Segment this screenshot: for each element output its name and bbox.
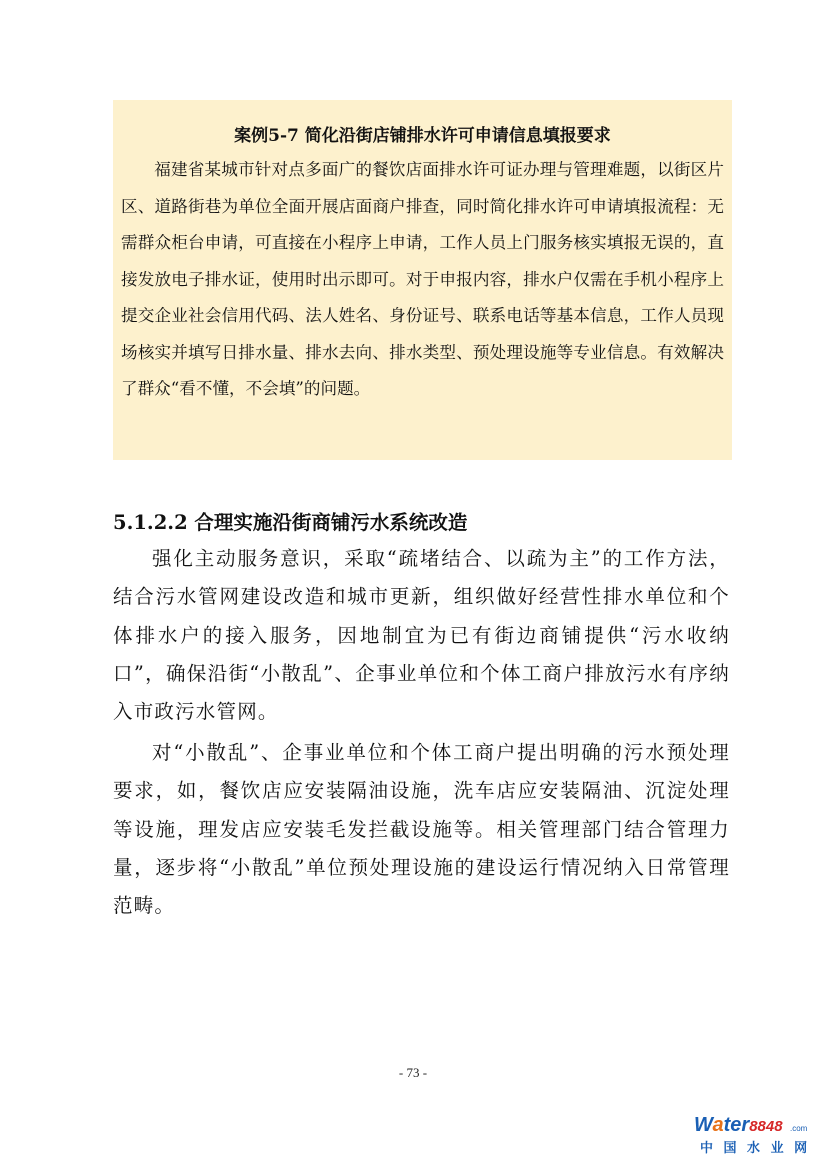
svg-text:Water8848: Water8848 <box>694 1114 783 1136</box>
body-paragraph-1: 强化主动服务意识，采取“疏堵结合、以疏为主”的工作方法，结合污水管网建设改造和城市更新，组织做好经营性排水单位和个体排水户的接入服务，因地制宜为已有街边商铺提供“污水收纳口”，确保沿街“小散乱”、企事业单位和个体工商户排放污水有序纳入市政污水管网。 <box>113 547 730 724</box>
page-number: - 73 - <box>398 1065 428 1080</box>
case-title: 案例5-7 简化沿街店铺排水许可申请信息填报要求 <box>234 126 611 146</box>
svg-text:中 国 水 业 网: 中 国 水 业 网 <box>700 1141 811 1156</box>
section-heading: 5.1.2.2 合理实施沿街商铺污水系统改造 <box>113 511 468 534</box>
case-body: 福建省某城市针对点多面广的餐饮店面排水许可证办理与管理难题，以街区片区、道路街巷为单位全面开展店面商户排查，同时简化排水许可申请填报流程：无需群众柜台申请，可直接在小程序上申请，工作人员上门服务核实填报无误的，直接发放电子排水证，使用时出示即可。对于申报内容，排水户仅需在手机小程序上提交企业社会信用代码、法人姓名、身份证号、联系电话等基本信息，工作人员现场核实并填写日排水量、排水去向、排水类型、预处理设施等专业信息。有效解决了群众“看不懂，不会填”的问题。 <box>121 160 724 398</box>
body-paragraph-2: 对“小散乱”、企事业单位和个体工商户提出明确的污水预处理要求，如，餐饮店应安装隔油设施，洗车店应安装隔油、沉淀处理等设施，理发店应安装毛发拦截设施等。相关管理部门结合管理力量，逐步将“小散乱”单位预处理设施的建设运行情况纳入日常管理范畴。 <box>113 741 730 918</box>
water8848-logo <box>694 1111 814 1157</box>
svg-text:.com: .com <box>790 1124 808 1133</box>
case-study-box <box>113 100 732 460</box>
